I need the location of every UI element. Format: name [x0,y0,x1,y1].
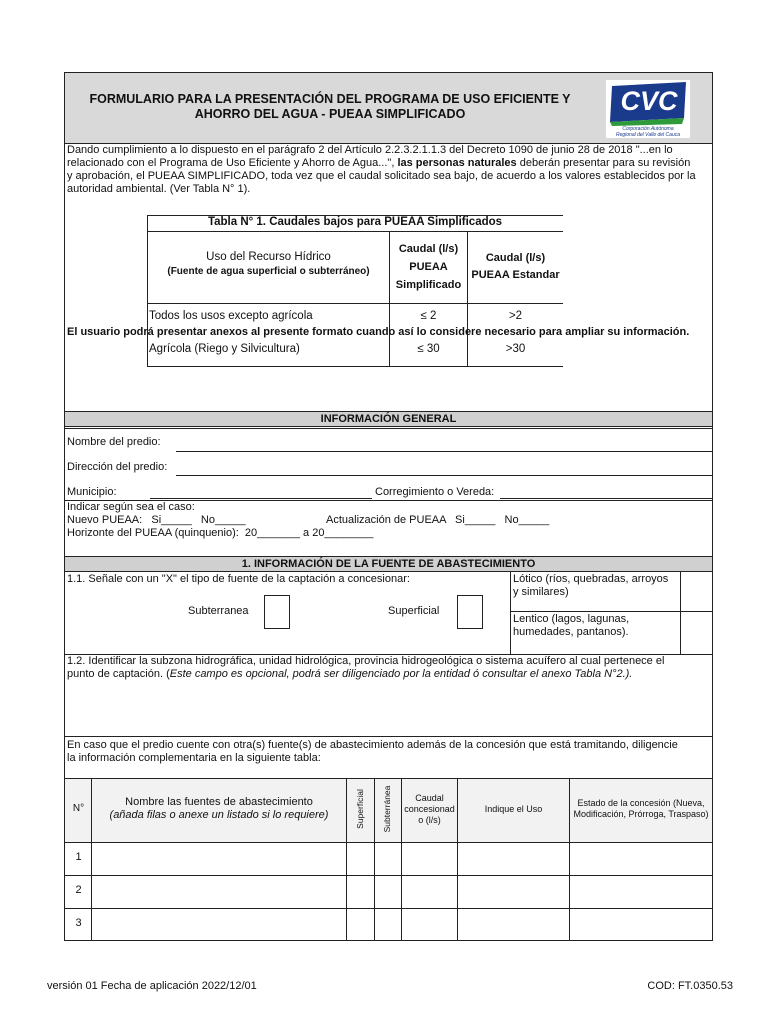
table1-col2-line3: Simplificado [395,279,462,291]
actualizacion-line[interactable]: Actualización de PUEAA Si_____ No_____ [326,514,550,526]
q12-answer-area[interactable] [66,683,711,735]
table1-col-use-line2: (Fuente de agua superficial o subterráneo) [167,266,370,277]
corregimiento-label: Corregimiento o Vereda: [375,486,495,498]
table1-row1-use: Todos los usos excepto agrícola [149,310,313,322]
table1-col3-line2: PUEAA Estandar [471,269,560,281]
form-title [80,92,580,122]
title-line-2: AHORRO DEL AGUA - PUEAA SIMPLIFICADO [194,107,466,121]
table1-col-use [148,250,389,279]
predio-label: Nombre del predio: [67,436,161,448]
intro-bold: las personas naturales [397,157,517,169]
table1-row1-simp: ≤ 2 [420,310,437,322]
other-line1: En caso que el predio cuente con otra(s) fuente(s) de abastecimiento además de la concesión que está tramitando, diligencie [67,739,678,751]
table2-row-3: 3 [75,917,82,929]
table2-estado-line1: Estado de la concesión (Nueva, [577,798,705,808]
lentico-line2: humedades, pantanos). [513,626,629,638]
municipio-label: Municipio: [67,486,117,498]
table2-col-superficial: Superficial [355,789,365,829]
superficial-label: Superficial [388,605,440,617]
table1-col2-line1: Caudal (l/s) [398,243,459,255]
table2-col-subterranea: Subterránea [382,785,392,833]
lotico-line2: y similares) [513,586,569,598]
section-fuente-title: 1. INFORMACIÓN DE LA FUENTE DE ABASTECIMIENTO [65,556,712,572]
title-line-1: FORMULARIO PARA LA PRESENTACIÓN DEL PROGRAMA DE USO EFICIENTE Y [89,92,571,106]
municipio-input-line[interactable] [150,498,372,499]
q12-line1: 1.2. Identificar la subzona hidrográfica, unidad hidrológica, provincia hidrogeológica o sistema acuífero al cual pertenece el [67,655,665,667]
table2-caudal-line2: concesionad [404,804,455,814]
intro-line-2 [67,157,713,170]
lentico-checkbox[interactable] [681,612,712,654]
table1-col2-line2: PUEAA [409,261,448,273]
table1-col-simplificado [390,240,467,294]
table1-row2-use: Agrícola (Riego y Silvicultura) [149,343,300,355]
table1-col-estandar [468,250,563,284]
logo-sub-2: Regional del Valle del Cauca [615,132,681,138]
intro-paragraph [67,144,713,196]
intro-line-2a: relacionado con el Programa de Uso Eficiente y Ahorro de Agua...", [67,157,398,169]
table2-caudal-line3: o (l/s) [418,815,441,825]
lentico-line1: Lentico (lagos, lagunas, [513,613,630,625]
nuevo-pueaa-line[interactable]: Nuevo PUEAA: Si_____ No_____ [67,514,246,526]
intro-line-2c: deberán presentar para su revisión [516,157,691,169]
q12-line2 [67,668,711,681]
q12-line2a: punto de captación. ( [67,668,170,680]
subterranea-label: Subterranea [188,605,249,617]
table2-estado-line2: Modificación, Prórroga, Traspaso) [573,809,709,819]
table1-row2-std: >30 [505,343,526,355]
lotico-checkbox[interactable] [681,572,712,611]
q11-text: 1.1. Señale con un "X" el tipo de fuente de la captación a concesionar: [67,573,410,585]
subterranea-checkbox[interactable] [264,595,290,629]
table1-row2-simp: ≤ 30 [417,343,440,355]
lotico-line1: Lótico (ríos, quebradas, arroyos [513,573,669,585]
table2-caudal-line1: Caudal [415,793,444,803]
footer-version: versión 01 Fecha de aplicación 2022/12/01 [47,980,257,992]
indicar-label: Indicar según sea el caso: [67,501,195,513]
table2-row-2: 2 [75,884,82,896]
intro-line-1: Dando cumplimiento a lo dispuesto en el parágrafo 2 del Artículo 2.2.3.2.1.1.3 del Decreto 1090 de junio 28 de 2018 "...en lo [67,144,673,156]
intro-line-3: y aprobación, el PUEAA SIMPLIFICADO, toda vez que el caudal solicitado sea bajo, de acuerdo a los valores establecidos por la [67,170,696,182]
other-line2: la información complementaria en la siguiente tabla: [67,752,321,764]
section-general-title: INFORMACIÓN GENERAL [65,411,712,427]
intro-line-4: autoridad ambiental. (Ver Tabla N° 1). [67,183,251,195]
q12-italic: Este campo es opcional, podrá ser diligenciado por la entidad ó consultar el anexo Tabla N°2.). [169,668,633,680]
direccion-label: Dirección del predio: [67,461,168,473]
table2-col-n: N° [72,803,85,814]
table2-nombre-line2: (añada filas o anexe un listado si lo requiere) [109,809,329,821]
table2-col-nombre [92,796,346,822]
logo-text: CVC [620,86,678,116]
q12-text [67,655,711,681]
logo-sub-1: Corporación Autónoma [622,126,674,132]
cvc-logo [606,80,690,138]
table2-nombre-line1: Nombre las fuentes de abastecimiento [125,796,313,808]
logo-subtitle [606,126,690,138]
table2-col-estado [570,798,712,820]
direccion-input-line[interactable] [176,475,712,476]
horizonte-line[interactable]: Horizonte del PUEAA (quinquenio): 20_______ a 20________ [67,527,374,539]
table1-title: Tabla N° 1. Caudales bajos para PUEAA Simplificados [207,216,503,228]
predio-input-line[interactable] [176,451,712,452]
table1-col-use-line1: Uso del Recurso Hídrico [206,251,331,263]
annex-note: El usuario podrá presentar anexos al presente formato cuando así lo considere necesario para ampliar su información. [67,326,690,338]
table2-row-1: 1 [75,851,82,863]
other-sources-text [67,739,678,765]
table2-col-caudal [402,793,457,826]
table2-col-uso: Indique el Uso [484,804,543,814]
corregimiento-input-line[interactable] [500,498,712,499]
table1-row1-std: >2 [508,310,523,322]
lotico-option [513,573,668,599]
footer-code: COD: FT.0350.53 [647,980,733,992]
superficial-checkbox[interactable] [457,595,483,629]
lentico-option [513,613,629,639]
table1-col3-line1: Caudal (l/s) [485,252,546,264]
